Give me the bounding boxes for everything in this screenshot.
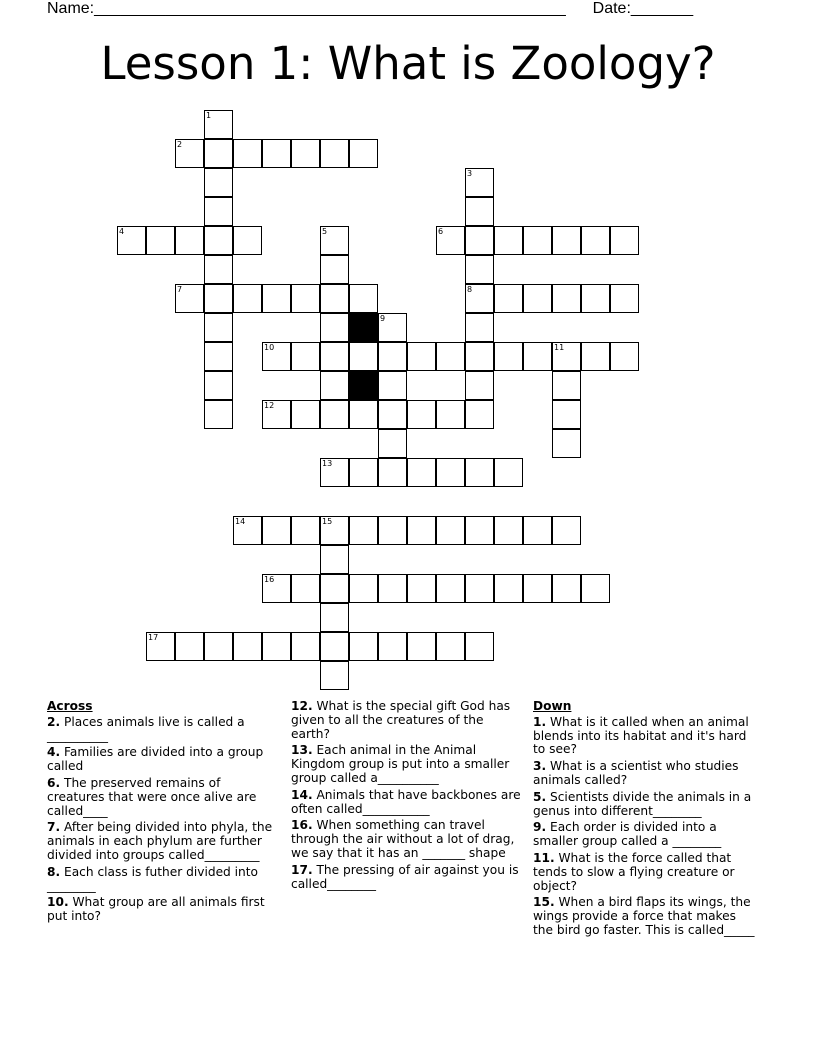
- down-clue-list: [533, 716, 755, 938]
- grid-cell[interactable]: [291, 284, 320, 313]
- clue-number: 10.: [47, 895, 69, 910]
- clue-number: 7.: [47, 820, 61, 835]
- clue-number: 13.: [291, 743, 313, 758]
- grid-cell[interactable]: [465, 226, 494, 255]
- grid-cell[interactable]: [349, 342, 378, 371]
- clue-number: 8.: [47, 864, 61, 879]
- clue-number: 17.: [291, 862, 313, 877]
- grid-cell[interactable]: [349, 400, 378, 429]
- across-clue: [47, 777, 275, 818]
- grid-cell[interactable]: [523, 516, 552, 545]
- cell-number: 12: [264, 401, 275, 410]
- cell-number: 10: [264, 343, 275, 352]
- grid-cell[interactable]: [523, 574, 552, 603]
- grid-cell[interactable]: [465, 400, 494, 429]
- grid-cell-blocked: [349, 313, 378, 342]
- page-title: Lesson 1: What is Zoology?: [100, 37, 716, 90]
- down-clue: [533, 791, 755, 819]
- grid-cell[interactable]: [204, 284, 233, 313]
- down-clues-column: [533, 700, 755, 941]
- clue-text: When a bird flaps its wings, the wings provide a force that makes the bird go faster. This is called_____: [533, 895, 755, 937]
- grid-cell[interactable]: [465, 632, 494, 661]
- grid-cell-blocked: [349, 371, 378, 400]
- clue-text: What is a scientist who studies animals called?: [533, 759, 739, 787]
- grid-cell[interactable]: [378, 632, 407, 661]
- grid-cell[interactable]: [204, 342, 233, 371]
- down-clue: [533, 896, 755, 937]
- grid-cell[interactable]: [349, 458, 378, 487]
- clue-text: Scientists divide the animals in a genus into different________: [533, 789, 752, 818]
- grid-cell[interactable]: [320, 342, 349, 371]
- cell-number: 8: [467, 285, 473, 294]
- name-line[interactable]: _____________________________________________________: [94, 0, 566, 17]
- cell-number: 2: [177, 140, 183, 149]
- cell-number: 14: [235, 517, 246, 526]
- grid-cell[interactable]: [378, 458, 407, 487]
- down-heading: Down: [533, 699, 572, 713]
- grid-cell[interactable]: [320, 661, 349, 690]
- grid-cell[interactable]: [378, 342, 407, 371]
- across-clue: [47, 716, 275, 744]
- grid-cell[interactable]: [581, 574, 610, 603]
- grid-cell[interactable]: [204, 313, 233, 342]
- grid-cell[interactable]: [407, 574, 436, 603]
- grid-cell[interactable]: [291, 574, 320, 603]
- clue-text: Places animals live is called a __________: [47, 714, 245, 743]
- grid-cell[interactable]: [320, 313, 349, 342]
- grid-cell[interactable]: [204, 168, 233, 197]
- clue-text: What is the special gift God has given to all the creatures of the earth?: [291, 699, 511, 741]
- clue-text: What group are all animals first put into?: [47, 895, 265, 924]
- grid-cell[interactable]: [320, 371, 349, 400]
- clue-text: Each animal in the Animal Kingdom group is put into a smaller group called a__________: [291, 743, 510, 785]
- cell-number: 17: [148, 633, 159, 642]
- across-heading: Across: [47, 699, 93, 713]
- clue-number: 1.: [533, 714, 547, 729]
- grid-cell[interactable]: [494, 574, 523, 603]
- grid-cell[interactable]: [465, 255, 494, 284]
- grid-cell[interactable]: [233, 139, 262, 168]
- down-clue: [533, 716, 755, 757]
- clue-text: The pressing of air against you is called________: [291, 862, 519, 891]
- cell-number: 1: [206, 111, 212, 120]
- grid-cell[interactable]: [465, 574, 494, 603]
- grid-cell[interactable]: [349, 574, 378, 603]
- grid-cell[interactable]: [494, 458, 523, 487]
- cell-number: 6: [438, 227, 444, 236]
- grid-cell[interactable]: [349, 284, 378, 313]
- grid-cell[interactable]: [407, 342, 436, 371]
- clue-number: 12.: [291, 699, 313, 713]
- grid-cell[interactable]: [552, 574, 581, 603]
- across-clue: [291, 819, 523, 860]
- grid-cell[interactable]: [581, 342, 610, 371]
- grid-cell[interactable]: [291, 139, 320, 168]
- across-clue: [291, 700, 523, 741]
- clue-number: 3.: [533, 759, 547, 774]
- grid-cell[interactable]: [233, 632, 262, 661]
- grid-cell[interactable]: [552, 429, 581, 458]
- grid-cell[interactable]: [349, 632, 378, 661]
- grid-cell[interactable]: [436, 458, 465, 487]
- across-clues-column: [47, 700, 275, 927]
- grid-cell[interactable]: [204, 226, 233, 255]
- grid-cell[interactable]: [465, 458, 494, 487]
- across-clue: [47, 746, 275, 774]
- grid-cell[interactable]: [262, 516, 291, 545]
- grid-cell[interactable]: [146, 226, 175, 255]
- grid-cell[interactable]: [523, 226, 552, 255]
- clue-number: 2.: [47, 714, 61, 729]
- clue-text: The preserved remains of creatures that were once alive are called____: [47, 775, 257, 818]
- grid-cell[interactable]: [494, 342, 523, 371]
- across-clue: [291, 789, 523, 817]
- across-clues-continued-column: [291, 700, 523, 894]
- cell-number: 7: [177, 285, 183, 294]
- grid-cell[interactable]: [204, 139, 233, 168]
- clue-number: 9.: [533, 820, 547, 835]
- grid-cell[interactable]: [523, 342, 552, 371]
- clue-text: Each class is futher divided into ________: [47, 864, 259, 893]
- clue-text: After being divided into phyla, the animals in each phylum are further divided into groups called_________: [47, 820, 273, 862]
- cell-number: 4: [119, 227, 125, 236]
- grid-cell[interactable]: [436, 400, 465, 429]
- grid-cell[interactable]: [494, 284, 523, 313]
- grid-cell[interactable]: [320, 139, 349, 168]
- clue-text: Animals that have backbones are often called___________: [291, 787, 521, 816]
- cell-number: 15: [322, 517, 333, 526]
- grid-cell[interactable]: [291, 516, 320, 545]
- grid-cell[interactable]: [552, 371, 581, 400]
- grid-cell[interactable]: [291, 342, 320, 371]
- grid-cell[interactable]: [552, 284, 581, 313]
- grid-cell[interactable]: [436, 342, 465, 371]
- clue-number: 4.: [47, 745, 61, 760]
- clue-text: Families are divided into a group called: [47, 745, 264, 774]
- clue-text: What is the force called that tends to slow a flying creature or object?: [533, 850, 735, 893]
- grid-cell[interactable]: [320, 545, 349, 574]
- grid-cell[interactable]: [204, 371, 233, 400]
- grid-cell[interactable]: [291, 632, 320, 661]
- date-line[interactable]: _______: [630, 0, 694, 17]
- across-clue: [291, 744, 523, 785]
- grid-cell[interactable]: [291, 400, 320, 429]
- grid-cell[interactable]: [378, 371, 407, 400]
- across-clue: [291, 864, 523, 892]
- grid-cell[interactable]: [436, 516, 465, 545]
- grid-cell[interactable]: [320, 400, 349, 429]
- grid-cell[interactable]: [233, 284, 262, 313]
- clue-text: Each order is divided into a smaller group called a ________: [533, 820, 722, 849]
- grid-cell[interactable]: [175, 632, 204, 661]
- across-clue: [47, 821, 275, 862]
- clue-number: 11.: [533, 850, 555, 865]
- grid-cell[interactable]: [175, 226, 204, 255]
- grid-cell[interactable]: [407, 632, 436, 661]
- clue-number: 16.: [291, 818, 313, 833]
- across-clue-list-continued: [291, 700, 523, 891]
- grid-cell[interactable]: [494, 516, 523, 545]
- down-clue: [533, 821, 755, 849]
- clue-text: What is it called when an animal blends into its habitat and it's hard to see?: [533, 714, 749, 757]
- grid-cell[interactable]: [610, 342, 639, 371]
- clue-number: 5.: [533, 789, 547, 804]
- grid-cell[interactable]: [552, 516, 581, 545]
- grid-cell[interactable]: [204, 632, 233, 661]
- cell-number: 16: [264, 575, 275, 584]
- grid-cell[interactable]: [407, 516, 436, 545]
- cell-number: 5: [322, 227, 328, 236]
- clue-number: 15.: [533, 895, 555, 910]
- grid-cell[interactable]: [204, 255, 233, 284]
- grid-cell[interactable]: [465, 313, 494, 342]
- grid-cell[interactable]: [262, 284, 291, 313]
- grid-cell[interactable]: [262, 139, 291, 168]
- grid-cell[interactable]: [494, 226, 523, 255]
- clue-text: When something can travel through the air without a lot of drag, we say that it has an _______ shape: [291, 818, 515, 860]
- grid-cell[interactable]: [436, 632, 465, 661]
- across-clue-list: [47, 716, 275, 924]
- grid-cell[interactable]: [320, 603, 349, 632]
- grid-cell[interactable]: [581, 284, 610, 313]
- grid-cell[interactable]: [552, 226, 581, 255]
- grid-cell[interactable]: [320, 255, 349, 284]
- clue-number: 14.: [291, 787, 313, 802]
- date-label: Date:: [592, 0, 631, 17]
- grid-cell[interactable]: [407, 400, 436, 429]
- grid-cell[interactable]: [262, 632, 291, 661]
- grid-cell[interactable]: [233, 226, 262, 255]
- grid-cell[interactable]: [552, 400, 581, 429]
- down-clue: [533, 760, 755, 788]
- cell-number: 9: [380, 314, 386, 323]
- grid-cell[interactable]: [465, 197, 494, 226]
- grid-cell[interactable]: [320, 632, 349, 661]
- grid-cell[interactable]: [378, 429, 407, 458]
- grid-cell[interactable]: [523, 284, 552, 313]
- cell-number: 11: [554, 343, 565, 352]
- grid-cell[interactable]: [465, 371, 494, 400]
- grid-cell[interactable]: [436, 574, 465, 603]
- across-clue: [47, 896, 275, 924]
- name-label: Name:: [47, 0, 95, 17]
- grid-cell[interactable]: [465, 516, 494, 545]
- grid-cell[interactable]: [320, 574, 349, 603]
- grid-cell[interactable]: [320, 284, 349, 313]
- down-clue: [533, 852, 755, 893]
- grid-cell[interactable]: [204, 400, 233, 429]
- grid-cell[interactable]: [610, 284, 639, 313]
- grid-cell[interactable]: [378, 400, 407, 429]
- cell-number: 3: [467, 169, 473, 178]
- grid-cell[interactable]: [349, 139, 378, 168]
- grid-cell[interactable]: [465, 342, 494, 371]
- clue-number: 6.: [47, 775, 61, 790]
- grid-cell[interactable]: [349, 516, 378, 545]
- grid-cell[interactable]: [407, 458, 436, 487]
- grid-cell[interactable]: [378, 574, 407, 603]
- grid-cell[interactable]: [581, 226, 610, 255]
- grid-cell[interactable]: [610, 226, 639, 255]
- across-clue: [47, 866, 275, 894]
- grid-cell[interactable]: [204, 197, 233, 226]
- cell-number: 13: [322, 459, 333, 468]
- grid-cell[interactable]: [378, 516, 407, 545]
